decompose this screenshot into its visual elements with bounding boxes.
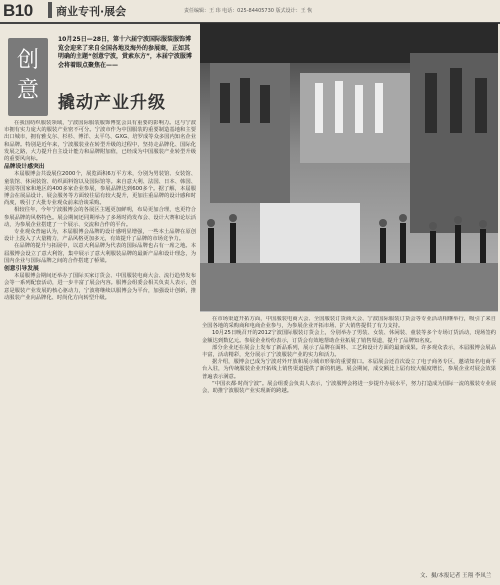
paragraph: 本届服博会期间还举办了国际买家订货会、中国服装电商大会、流行趋势发布会等一系列配套活动，进一步丰富了展会内容。服博会组委会相关负责人表示，创意是服装产业发展的核心驱动力，宁波将继续以服博会为平台，加强设计创新，推动服装产业向品牌化、时尚化方向转型升级。: [4, 273, 196, 301]
caption-box: [8, 38, 48, 116]
paragraph: 专业观众普遍认为，本届服博会品牌的设计感明显增强，一些本土品牌在原创设计上投入了大量精力，产品风格更加多元，有效提升了品牌的市场竞争力。: [4, 229, 196, 243]
section-title: 商业专刊·展会: [56, 5, 127, 18]
page-number: B10: [3, 1, 33, 20]
paragraph: 10月25日晚召开的2012宁波国际服装订货会上，分别举办了男装、女装、休闲装、童装等多个专场订货活动，现场签约金额达到数亿元。参展企业纷纷表示，订货会有效地帮助企业拓展了销售渠道，提升了品牌知名度。: [202, 330, 496, 344]
paragraph: “中国衣都·时尚宁波”。展会组委会负责人表示，宁波服博会将进一步提升办展水平，努力打造成为国际一流的服装专业展会，助推宁波服装产业实现新的跨越。: [202, 380, 496, 395]
article-column-left: [4, 120, 196, 572]
subheading: 品牌设计感突出: [4, 164, 45, 171]
photo-divider: [200, 311, 498, 312]
paragraph: 本届服博会共设展位2000个，展览面积6万平方米，分别为男装馆、女装馆、童装馆、休闲装馆、纺织面料馆以及国际馆等。来自意大利、法国、日本、韩国、美国等国家和地区的400多家企业参展，参展品牌达到600多个。据了解，本届服博会在展品设计、展会服务等方面较往届有较大提升，更加注重品牌的设计感和时尚度，吸引了大批专业观众前来洽谈采购。: [4, 171, 196, 207]
editor-info: 责任编辑：王 玮 电话：025-84405730 版式设计：王 恢: [184, 8, 313, 14]
lede-paragraph: 10月25日—28日，第十六届宁波国际服装服饰博览会迎来了来自全国各地及海外的参展商，正如其明确的主题“创意宁波，赏索东方”，本届宁波服博会将着眼点聚焦在——: [58, 36, 192, 69]
headline: 撬动产业升级: [58, 93, 166, 113]
page-header: [0, 0, 500, 24]
byline: 文、摄/本报记者 王翔 李凤兰: [420, 573, 492, 579]
paragraph: 部分企业还在展会上发布了新品系列，展示了品牌在面料、工艺和设计方面的最新成果。许多观众表示，本届服博会展品丰富，活动精彩，充分展示了宁波服装产业的实力和活力。: [202, 344, 496, 359]
header-divider: [48, 2, 52, 18]
paragraph: 在品牌的提升与拓展中，以意大利品牌为代表的国际品牌也占有一席之地。本届服博会设立了意大利馆，集中展示了意大利服装品牌的最新产品和设计理念，为国内企业与国际品牌之间的合作搭建了桥梁。: [4, 243, 196, 264]
paragraph: 相较往年，今年宁波服博会的各展区主题更加鲜明，布局更加合理，也更符合参展品牌的风格特色。展会期间还同期举办了多场时尚发布会、设计大赛和论坛活动，为参展企业搭建了一个展示、交流和合作的平台。: [4, 207, 196, 228]
paragraph: 在市场渠道开拓方面，中国服装电商大会、全国服装订货商大会、宁波国际服装订货会等专业活动相继举行，吸引了来自全国各地的采购商和电商企业参与，为参展企业开拓市场、扩大销售提供了有力支持。: [202, 316, 496, 330]
paragraph: 据介绍，服博会已成为宁波对外开放和展示城市形象的重要窗口。本届展会还首次设立了电子商务专区，邀请知名电商平台入驻，为传统服装企业开拓线上销售渠道提供了新的机遇。展会期间，成交额比上届有较大幅度增长，参展企业对展会效果普遍表示满意。: [202, 359, 496, 380]
caption-char-1: 创: [16, 48, 39, 73]
paragraph: 在我国纺织服装领域，宁波国际服装服饰博览会具有重要的影响力。这与宁波市拥有实力庞大的服装产业密不可分。宁波市作为中国服装的重要制造基地和主要出口城市，拥有雅戈尔、杉杉、博洋、太平鸟、GXG、培罗成等众多国内知名企业和品牌。特别是近年来，宁波服装业在转型升级的过程中，坚持走品牌化、国际化发展之路，大力提升自主设计能力和品牌附加值，已经成为中国服装产业转型升级的重要风向标。: [4, 120, 196, 163]
caption-char-2: 意: [16, 78, 39, 103]
subheading: 创意引导发展: [4, 266, 39, 273]
article-column-right: [202, 316, 496, 568]
exhibition-photo: [200, 23, 498, 311]
